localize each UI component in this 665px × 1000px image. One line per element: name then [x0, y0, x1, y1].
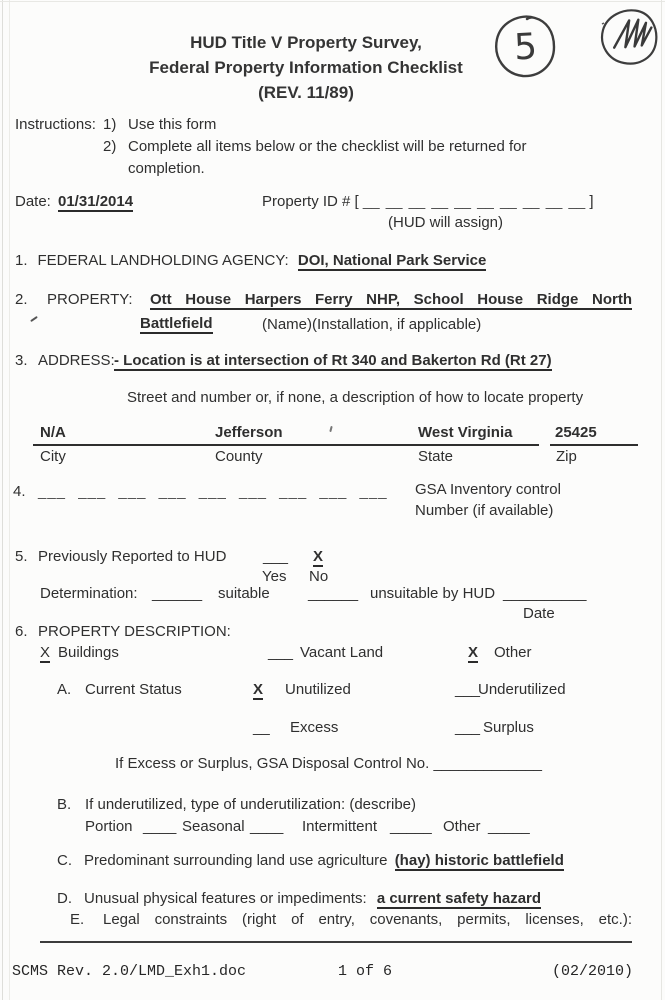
item-5-number: 5. — [15, 548, 28, 565]
portion-label: Portion — [85, 818, 133, 835]
underutilized-label: Underutilized — [478, 681, 566, 698]
surplus-blank: ___ — [455, 719, 481, 736]
portion-blank: ____ — [143, 818, 177, 835]
hud-will-assign-note: (HUD will assign) — [388, 214, 504, 231]
property-id-field — [262, 193, 594, 210]
page-number-text: 5 — [513, 26, 539, 69]
date-label: Date: — [15, 193, 51, 210]
determination-date-label: Date — [523, 605, 555, 622]
item-4-number: 4. — [13, 483, 26, 500]
footer-page-count: 1 of 6 — [338, 963, 393, 980]
property-id-blanks: __ __ __ __ __ __ __ __ __ __ — [362, 193, 586, 210]
item-2-value-line2: Battlefield — [140, 315, 213, 332]
item-1-value: DOI, National Park Service — [297, 252, 487, 269]
instruction-2-number: 2) — [103, 138, 117, 155]
gsa-inventory-label-line1: GSA Inventory control — [415, 481, 561, 498]
seasonal-label: Seasonal — [182, 818, 245, 835]
state-label: State — [418, 448, 454, 465]
excess-blank: __ — [253, 719, 270, 736]
address-underline-left — [33, 444, 539, 446]
city-label: City — [40, 448, 66, 465]
item-6d-letter: D. — [57, 890, 72, 907]
instruction-1-number: 1) — [103, 116, 117, 133]
item-3-value: - Location is at intersection of Rt 340 and Bakerton Rd (Rt 27) — [114, 352, 552, 369]
buildings-mark: X — [40, 644, 51, 661]
item-2-number: 2. — [15, 291, 28, 308]
item-3-street-note: Street and number or, if none, a description of how to locate property — [127, 389, 584, 406]
reported-yes-label: Yes — [262, 568, 287, 585]
suitable-blank: ______ — [152, 585, 203, 602]
footer-rule — [40, 941, 632, 943]
other-type-label: Other — [443, 818, 481, 835]
underutilized-blank: ___ — [455, 681, 481, 698]
instruction-1-text: Use this form — [128, 116, 217, 133]
footer-revision-date: (02/2010) — [552, 963, 634, 980]
form-revision: (REV. 11/89) — [258, 83, 354, 102]
determination-date-blank: __________ — [503, 585, 587, 602]
item-6d-label: Unusual physical features or impediments: — [84, 890, 367, 907]
item-1-federal-agency — [15, 252, 486, 269]
surplus-label: Surplus — [483, 719, 534, 736]
item-6c-value: (hay) historic battlefield — [394, 852, 564, 869]
address-underline-zip — [550, 444, 638, 446]
other-label: Other — [494, 644, 532, 661]
handwritten-initials-scribble — [594, 6, 662, 70]
item-2-value-line1: Ott House Harpers Ferry NHP, School House Ridge North — [150, 291, 632, 308]
unsuitable-label: unsuitable by HUD — [370, 585, 496, 602]
item-2-label: PROPERTY: — [47, 291, 133, 308]
buildings-label: Buildings — [58, 644, 119, 661]
gsa-disposal-line — [115, 755, 542, 772]
item-1-number: 1. — [15, 252, 28, 269]
county-value: Jefferson — [215, 424, 283, 441]
zip-label: Zip — [556, 448, 577, 465]
item-6b-letter: B. — [57, 796, 72, 813]
handwritten-page-number-circle — [490, 10, 560, 80]
stray-pen-mark — [30, 316, 38, 322]
item-6d-value: a current safety hazard — [376, 890, 542, 907]
form-title-line2: Federal Property Information Checklist — [149, 58, 463, 77]
date-value: 01/31/2014 — [58, 193, 134, 210]
unutilized-label: Unutilized — [285, 681, 351, 698]
gsa-disposal-blank: _____________ — [433, 755, 542, 772]
reported-no-mark: X — [313, 548, 324, 565]
determination-label: Determination: — [40, 585, 138, 602]
item-1-label: FEDERAL LANDHOLDING AGENCY: — [37, 252, 289, 269]
instructions-label: Instructions: — [15, 116, 96, 133]
item-4-blanks: ___ ___ ___ ___ ___ ___ ___ ___ ___ — [38, 483, 388, 500]
unutilized-mark: X — [253, 681, 264, 698]
other-type-blank: _____ — [488, 818, 530, 835]
item-5-label: Previously Reported to HUD — [38, 548, 227, 565]
suitable-label: suitable — [218, 585, 270, 602]
instruction-2-text-line1: Complete all items below or the checklist will be returned for — [128, 138, 527, 155]
scan-edge-left — [2, 0, 3, 1000]
stray-tick-mark — [329, 426, 332, 432]
city-value: N/A — [40, 424, 66, 441]
vacant-land-label: Vacant Land — [300, 644, 384, 661]
scan-edge-left-inner — [9, 0, 10, 1000]
reported-no-label: No — [309, 568, 329, 585]
item-6c-line — [57, 852, 564, 869]
item-6d-line — [57, 890, 541, 907]
item-6-label: PROPERTY DESCRIPTION: — [38, 623, 231, 640]
item-6e-label: Legal constraints (right of entry, covenants, permits, licenses, etc.): — [103, 911, 632, 928]
excess-label: Excess — [290, 719, 339, 736]
item-3-number: 3. — [15, 352, 28, 369]
reported-yes-blank: ___ — [263, 548, 289, 565]
state-value: West Virginia — [418, 424, 513, 441]
intermittent-blank: _____ — [390, 818, 432, 835]
seasonal-blank: ____ — [250, 818, 284, 835]
form-title-line1: HUD Title V Property Survey, — [190, 33, 422, 52]
item-3-label: ADDRESS: — [38, 352, 115, 369]
property-id-close-bracket: ] — [589, 193, 594, 210]
item-6-number: 6. — [15, 623, 28, 640]
footer-doc-name: SCMS Rev. 2.0/LMD_Exh1.doc — [12, 963, 247, 980]
intermittent-label: Intermittent — [302, 818, 378, 835]
item-2-note: (Name)(Installation, if applicable) — [262, 316, 482, 333]
property-id-label: Property ID # [ — [262, 193, 359, 210]
item-6a-letter: A. — [57, 681, 72, 698]
gsa-disposal-label: If Excess or Surplus, GSA Disposal Control No. — [115, 755, 430, 772]
instruction-2-text-line2: completion. — [128, 160, 205, 177]
item-6c-letter: C. — [57, 852, 72, 869]
scan-edge-right — [661, 0, 662, 1000]
zip-value: 25425 — [555, 424, 597, 441]
unsuitable-blank: ______ — [308, 585, 359, 602]
gsa-inventory-label-line2: Number (if available) — [415, 502, 554, 519]
item-6e-letter: E. — [70, 911, 85, 928]
item-6a-label: Current Status — [85, 681, 182, 698]
item-6c-label: Predominant surrounding land use agriculture — [84, 852, 388, 869]
other-mark: X — [468, 644, 479, 661]
vacant-land-blank: ___ — [268, 644, 294, 661]
scan-edge-top — [0, 1, 665, 2]
county-label: County — [215, 448, 263, 465]
item-6b-label: If underutilized, type of underutilization: (describe) — [85, 796, 417, 813]
